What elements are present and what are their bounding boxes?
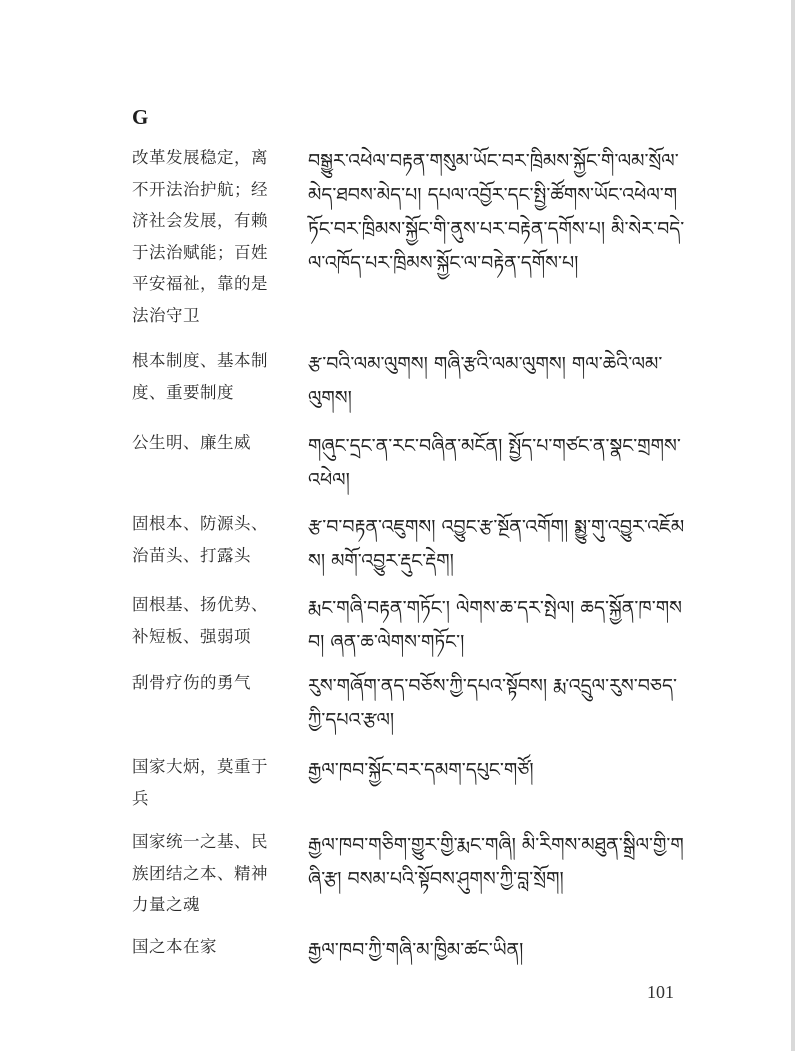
chinese-term: 国之本在家 [132,936,217,956]
tibetan-translation: རྒྱལ་ཁབ་སྐྱོང་བར་དམག་དཔུང་གཙོ། [308,759,534,781]
chinese-term: 公生明、廉生威 [132,433,251,452]
chinese-term: 刮骨疗伤的勇气 [132,673,251,692]
chinese-term: 国家大炳，莫重于 兵 [132,757,268,808]
tibetan-translation: རྨང་གཞི་བརྟན་གཏོང་། ལེགས་ཆ་དར་སྤེལ། ཆད་སྐྱོན་ཁ་གསབ། ཞན་ཆ་ལེགས་གཏོང་། [308,597,682,653]
chinese-term: 固根本、防源头、 治苗头、打露头 [132,514,268,565]
chinese-term: 根本制度、基本制 度、重要制度 [132,351,268,402]
glossary-entry [132,589,692,659]
glossary-entry [132,508,692,578]
tibetan-translation: བསྒྱུར་འཕེལ་བརྟན་གསུམ་ཡོང་བར་ཁྲིམས་སྐྱོང་གི་ལམ་སྲོལ་མེད་ཐབས་མེད་པ། དཔལ་འབྱོར་དང་སྤྱི་ཚོགས་ཡོང་འཕེལ་གཏོང་བར་ཁྲིམས་སྐྱོང་གི་ནུས་པར་བརྟེན་དགོས་པ། མི་སེར་བདེ་ལ་འཁོད་པར་ཁྲིམས་སྐྱོང་ལ་བརྟེན་དགོས་པ། [308,150,685,274]
glossary-entry [132,667,692,737]
glossary-entry [132,142,692,331]
tibetan-translation: རྩ་བ་བརྟན་འཇུགས། འབྱུང་རྩ་སྔོན་འགོག། སྨྱུ་གུ་འབྱུར་འཇོམས། མགོ་འབྱུར་རྡུང་རྡེག། [308,516,685,572]
chinese-term: 国家统一之基、民 族团结之本、精神 力量之魂 [132,832,268,914]
tibetan-translation: རྒྱལ་ཁབ་གཅིག་གྱུར་གྱི་རྨང་གཞི། མི་རིགས་མཐུན་སྒྲིལ་གྱི་གཞི་རྩ། བསམ་པའི་སྟོབས་ཤུགས་ཀྱི་བླ་སྲོག། [308,834,684,890]
tibetan-translation: རྒྱལ་ཁབ་ཀྱི་གཞི་མ་ཁྱིམ་ཚང་ཡིན། [308,938,524,961]
page-number: 101 [647,982,674,1002]
glossary-entry [132,751,692,814]
glossary-entry [132,427,692,497]
glossary-entry [132,345,692,415]
section-letter: G [132,105,149,129]
tibetan-translation: རུས་གཞོག་ནད་བཅོས་ཀྱི་དཔའ་སྟོབས། རྨ་འདྲུལ་རུས་བཅད་ཀྱི་དཔའ་རྩལ། [308,675,677,731]
glossary-entry [132,826,692,921]
tibetan-translation: རྩ་བའི་ལམ་ལུགས། གཞི་རྩའི་ལམ་ལུགས། གལ་ཆེའི་ལམ་ལུགས། [308,353,663,409]
glossary-entry [132,931,692,967]
tibetan-translation: གཞུང་དྲང་ན་རང་བཞིན་མངོན། སྤྱོད་པ་གཙང་ན་སྣང་གྲགས་འཕེལ། [308,435,681,491]
chinese-term: 固根基、扬优势、 补短板、强弱项 [132,595,268,646]
glossary-entries [132,142,692,967]
chinese-term: 改革发展稳定，离 不开法治护航；经 济社会发展，有赖 于法治赋能；百姓 平安福祉，靠的是 法治守卫 [132,148,268,325]
page-edge [791,0,795,1051]
